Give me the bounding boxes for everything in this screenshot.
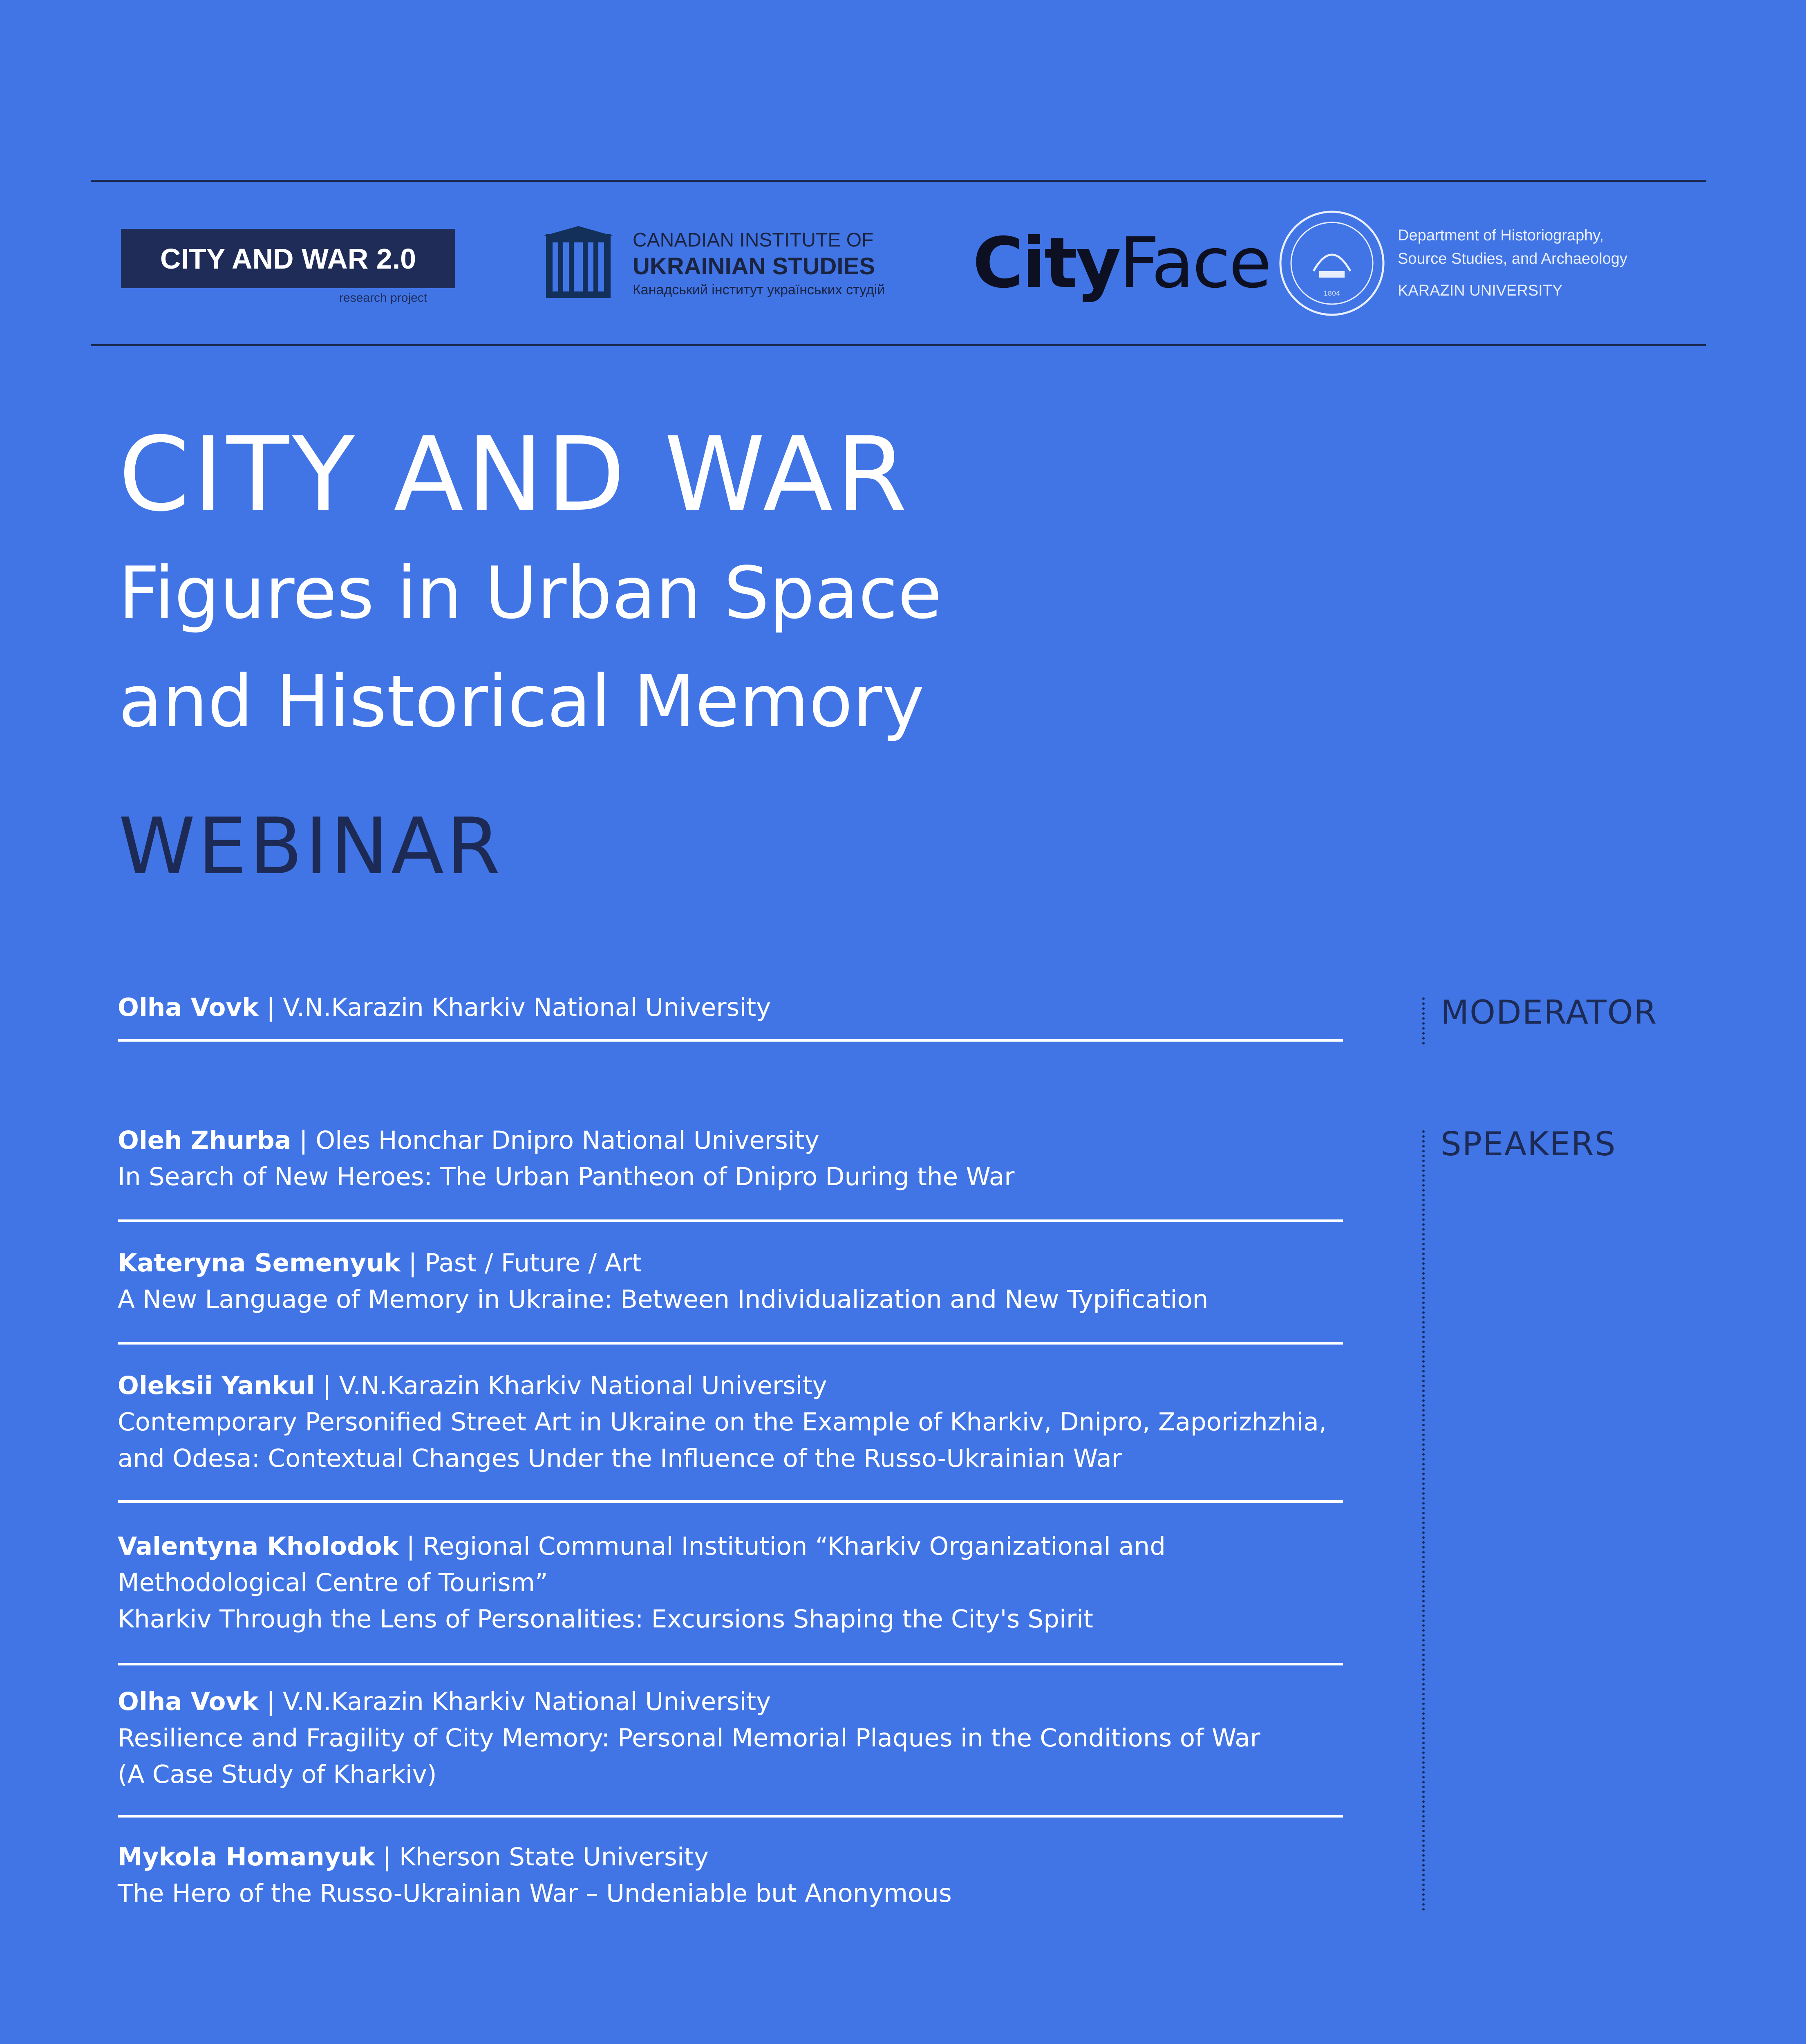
moderator-entry [118, 989, 1344, 1026]
city-and-war-logo [121, 229, 455, 288]
cityface-light: Face [1119, 223, 1270, 304]
speaker-entry [118, 1245, 1344, 1318]
speaker-entry [118, 1683, 1344, 1793]
speaker-entry [118, 1367, 1344, 1477]
talk-title-line1: Contemporary Personified Street Art in Ukraine on the Example of Kharkiv, Dnipro, Zaporizhzhia, [118, 1407, 1327, 1437]
city-and-war-logo-sub: research project [339, 291, 427, 305]
moderator-label: MODERATOR [1441, 993, 1658, 1031]
speaker-affiliation: | V.N.Karazin Kharkiv National University [315, 1371, 827, 1400]
speaker-affiliation: | Oles Honchar Dnipro National University [291, 1126, 819, 1155]
speaker-rule [118, 1500, 1343, 1503]
speaker-affiliation: | Past / Future / Art [401, 1248, 642, 1278]
page-subtitle-line1: Figures in Urban Space [119, 552, 942, 635]
cius-line3: Канадський інститут українських студій [633, 282, 885, 298]
cityface-bold: City [973, 223, 1120, 304]
speaker-entry [118, 1122, 1344, 1195]
speaker-name: Oleh Zhurba [118, 1126, 291, 1155]
speakers-label: SPEAKERS [1441, 1125, 1616, 1163]
page-title: CITY AND WAR [119, 415, 911, 534]
moderator-affiliation: | V.N.Karazin Kharkiv National University [258, 993, 771, 1022]
logos-bottom-rule [91, 344, 1706, 346]
karazin-dept-line1: Department of Historiography, [1398, 227, 1604, 244]
speaker-name: Mykola Homanyuk [118, 1842, 375, 1871]
cius-line2: UKRAINIAN STUDIES [633, 253, 875, 280]
speaker-name: Olha Vovk [118, 1687, 259, 1716]
speaker-rule [118, 1815, 1343, 1818]
speaker-name: Oleksii Yankul [118, 1371, 315, 1400]
talk-title-line2: (A Case Study of Kharkiv) [118, 1760, 437, 1789]
speaker-entry [118, 1528, 1344, 1637]
top-rule [91, 180, 1706, 182]
moderator-name: Olha Vovk [118, 993, 259, 1022]
speaker-rule [118, 1342, 1343, 1345]
talk-title-line1: Resilience and Fragility of City Memory: Personal Memorial Plaques in the Conditions of War [118, 1724, 1260, 1753]
talk-title: A New Language of Memory in Ukraine: Between Individualization and New Typification [118, 1285, 1208, 1314]
talk-title: Kharkiv Through the Lens of Personalities: Excursions Shaping the City's Spirit [118, 1605, 1093, 1634]
speaker-name: Kateryna Semenyuk [118, 1248, 401, 1278]
speaker-affiliation-line2: Methodological Centre of Tourism” [118, 1568, 548, 1597]
speaker-affiliation: | V.N.Karazin Kharkiv National University [258, 1687, 771, 1716]
speaker-rule [118, 1219, 1343, 1222]
speaker-affiliation: | Kherson State University [375, 1842, 709, 1871]
seal-year: 1804 [1323, 289, 1341, 297]
talk-title: The Hero of the Russo-Ukrainian War – Undeniable but Anonymous [118, 1879, 952, 1908]
cius-line1: CANADIAN INSTITUTE OF [633, 229, 874, 251]
karazin-dept-line2: Source Studies, and Archaeology [1398, 250, 1627, 267]
page-subtitle-line2: and Historical Memory [119, 660, 924, 743]
speaker-affiliation: | Regional Communal Institution “Kharkiv Organizational and [398, 1532, 1166, 1561]
moderator-divider [1422, 997, 1425, 1044]
cityface-logo [973, 223, 1270, 304]
event-type-label: WEBINAR [119, 801, 503, 892]
speaker-name: Valentyna Kholodok [118, 1532, 399, 1561]
speaker-rule [118, 1663, 1343, 1665]
moderator-rule [118, 1039, 1343, 1042]
talk-title-line2: and Odesa: Contextual Changes Under the Influence of the Russo-Ukrainian War [118, 1444, 1122, 1473]
speaker-entry [118, 1839, 1344, 1912]
speakers-divider [1422, 1130, 1425, 1911]
karazin-university-label: KARAZIN UNIVERSITY [1398, 282, 1563, 299]
building-icon [544, 226, 613, 300]
university-seal-icon [1278, 210, 1385, 317]
crowd-silhouettes-illustration [0, 1901, 1806, 2044]
city-and-war-logo-label: CITY AND WAR 2.0 [160, 242, 416, 275]
talk-title: In Search of New Heroes: The Urban Pantheon of Dnipro During the War [118, 1162, 1015, 1191]
